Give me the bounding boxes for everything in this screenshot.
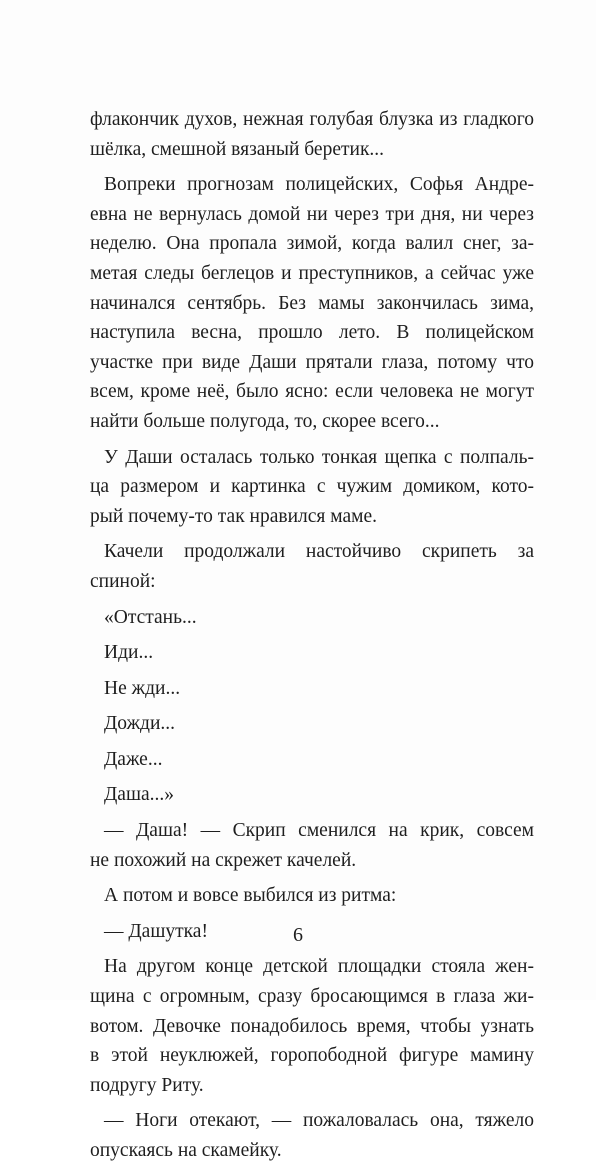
text-line: флакончик духов, нежная голубая блузка из гладкого [90,109,534,130]
paragraph [90,674,534,704]
text-line: спиной: [90,570,156,592]
body-text [90,105,534,1172]
text-line: Вопреки прогнозам полицейских, Софья Андре- [104,174,534,196]
text-line: в этой неуклюжей, горопободной фигуре мамину [90,1045,534,1067]
paragraph [90,709,534,739]
text-line: щина с огромным, сразу бросающимся в глаза жи- [90,986,534,1008]
text-line: начинался сентябрь. Без мамы закончилась зима, [90,292,534,314]
paragraph [90,170,534,436]
page-number: 6 [293,924,303,946]
text-line: Не жди... [104,677,181,699]
paragraph [90,952,534,1100]
paragraph [90,443,534,532]
text-line: найти больше полугода, то, скорее всего... [90,410,440,432]
text-line: Иди... [104,642,154,664]
text-line: евна не вернулась домой ни через три дня, ни через [90,203,534,225]
paragraph [90,816,534,875]
text-line: На другом конце детской площадки стояла жен- [104,956,534,978]
text-line: ца размером и картинка с чужим домиком, кото- [90,476,534,498]
paragraph [90,1106,534,1165]
paragraph [90,881,534,911]
text-line: — Дашутка! [104,920,208,942]
text-line: — Ноги отекают, — пожаловалась она, тяжело [104,1110,534,1132]
paragraph [90,537,534,596]
paragraph [90,603,534,633]
text-line: всем, кроме неё, было ясно: если человека не могут [90,381,534,403]
text-line: подругу Риту. [90,1074,204,1096]
text-line: — Даша! — Скрип сменился на крик, совсем [104,820,534,842]
text-line: шёлка, смешной вязаный беретик... [90,138,385,160]
text-line: Дожди... [104,713,176,735]
text-line: участке при виде Даши прятали глаза, потому что [90,351,534,373]
text-line: метая следы беглецов и преступников, а сейчас уже [90,262,534,284]
text-line: вотом. Девочке понадобилось время, чтобы узнать [90,1015,534,1037]
text-line: «Отстань... [104,606,197,628]
text-line: У Даши осталась только тонкая щепка с полпаль- [104,446,534,468]
text-line: неделю. Она пропала зимой, когда валил снег, за- [90,233,534,255]
paragraph [90,638,534,668]
text-line: наступила весна, прошло лето. В полицейском [90,322,534,344]
text-line: Даже... [104,748,163,770]
paragraph [90,745,534,775]
text-line: не похожий на скрежет качелей. [90,849,357,871]
text-line: Качели продолжали настойчиво скрипеть за [104,541,534,563]
text-line: опускаясь на скамейку. [90,1140,282,1161]
text-line: рый почему-то так нравился маме. [90,505,377,527]
text-line: А потом и вовсе выбился из ритма: [104,885,397,907]
paragraph [90,105,534,164]
text-line: Даша...» [104,784,175,806]
paragraph [90,780,534,810]
